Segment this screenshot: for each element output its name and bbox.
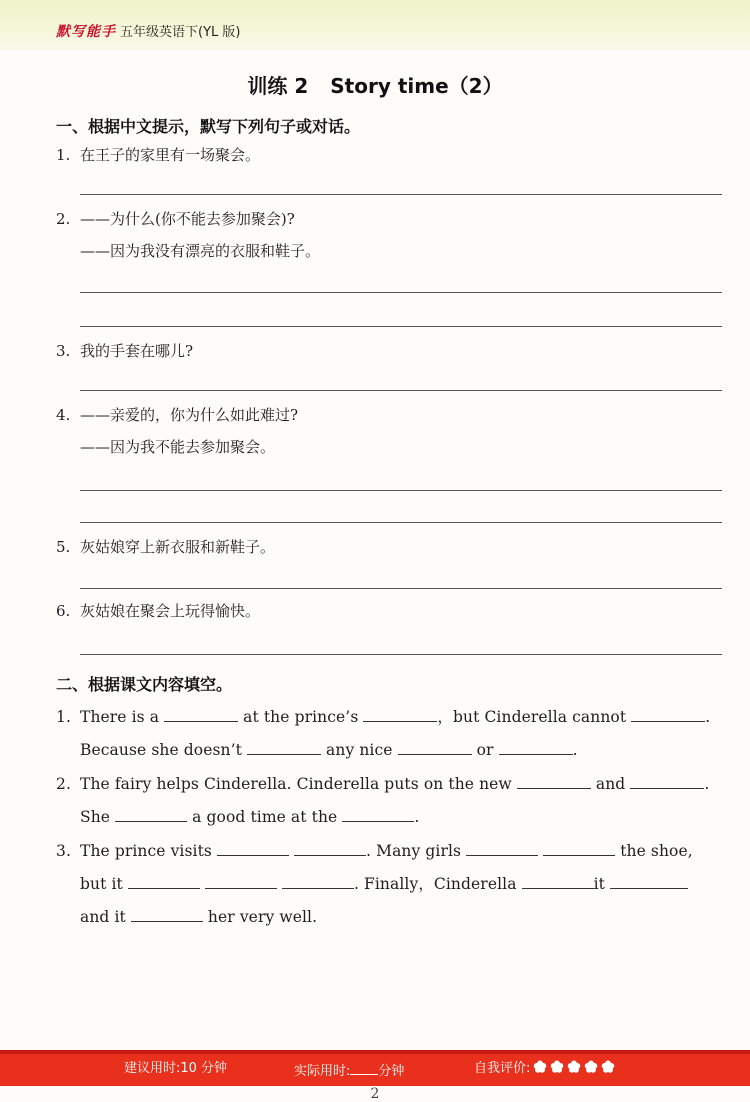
s2-q3-line2: but it . Finally，Cinderella it (80, 871, 688, 895)
page-title (0, 70, 750, 99)
flower-icon[interactable] (584, 1060, 598, 1074)
s1-item-6: 6. 灰姑娘在聚会上玩得愉快。 (56, 602, 261, 620)
flower-icon[interactable] (550, 1060, 564, 1074)
s1-item-3: 3. 我的手套在哪儿? (56, 342, 194, 360)
s2-q1-line1: 1. There is a at the prince’s ，but Cinderella cannot . (56, 704, 710, 728)
fill-blank[interactable] (610, 871, 688, 889)
flower-icon[interactable] (567, 1060, 581, 1074)
answer-line[interactable] (80, 292, 722, 293)
page-number: 2 (370, 1086, 380, 1102)
fill-blank[interactable] (517, 771, 591, 789)
self-evaluation: 自我评价: (474, 1060, 615, 1078)
s2-q3-line1: 3. The prince visits . Many girls the shoe, (56, 838, 693, 862)
s1-item-1: 1. 在王子的家里有一场聚会。 (56, 146, 261, 164)
fill-blank[interactable] (217, 838, 289, 856)
footer-bar (0, 1050, 750, 1086)
fill-blank[interactable] (131, 904, 203, 922)
fill-blank[interactable] (522, 871, 594, 889)
rating-flowers[interactable] (530, 1061, 615, 1076)
fill-blank[interactable] (205, 871, 277, 889)
fill-blank[interactable] (363, 704, 437, 722)
fill-blank[interactable] (466, 838, 538, 856)
section1-heading: 一、根据中文提示，默写下列句子或对话。 (56, 117, 361, 136)
fill-blank[interactable] (294, 838, 366, 856)
answer-line[interactable] (80, 522, 722, 523)
fill-blank[interactable] (631, 704, 705, 722)
brand-name: 默写能手 (56, 24, 116, 40)
fill-blank[interactable] (115, 804, 187, 822)
answer-line[interactable] (80, 490, 722, 491)
title-topic: Story time（2） (330, 74, 503, 98)
fill-blank[interactable] (128, 871, 200, 889)
flower-icon[interactable] (533, 1060, 547, 1074)
s1-item-2-line2: ——因为我没有漂亮的衣服和鞋子。 (80, 242, 321, 260)
answer-line[interactable] (80, 390, 722, 391)
fill-blank[interactable] (630, 771, 704, 789)
fill-blank[interactable] (398, 737, 472, 755)
actual-time-blank[interactable] (350, 1060, 378, 1075)
answer-line[interactable] (80, 326, 722, 327)
s2-q2-line2: She a good time at the . (80, 804, 419, 828)
title-lesson: 训练 2 (247, 74, 309, 98)
answer-line[interactable] (80, 654, 722, 655)
s1-item-4: 4. ——亲爱的，你为什么如此难过? (56, 406, 299, 424)
flower-icon[interactable] (601, 1060, 615, 1074)
fill-blank[interactable] (282, 871, 354, 889)
fill-blank[interactable] (247, 737, 321, 755)
fill-blank[interactable] (342, 804, 414, 822)
book-header (56, 22, 240, 43)
book-title: 五年级英语下(YL 版) (120, 25, 241, 40)
section2-heading: 二、根据课文内容填空。 (56, 675, 233, 694)
fill-blank[interactable] (543, 838, 615, 856)
s2-q1-line2: Because she doesn’t any nice or . (80, 737, 578, 761)
s2-q2-line1: 2. The fairy helps Cinderella. Cinderella puts on the new and . (56, 771, 709, 795)
s2-q3-line3: and it her very well. (80, 904, 317, 928)
fill-blank[interactable] (164, 704, 238, 722)
s1-item-5: 5. 灰姑娘穿上新衣服和新鞋子。 (56, 538, 276, 556)
answer-line[interactable] (80, 588, 722, 589)
s1-item-4-line2: ——因为我不能去参加聚会。 (80, 438, 276, 456)
actual-time: 实际用时: 分钟 (294, 1060, 404, 1081)
suggested-time: 建议用时:10 分钟 (124, 1061, 228, 1076)
s1-item-2: 2. ——为什么(你不能去参加聚会)? (56, 210, 295, 228)
answer-line[interactable] (80, 194, 722, 195)
fill-blank[interactable] (499, 737, 573, 755)
